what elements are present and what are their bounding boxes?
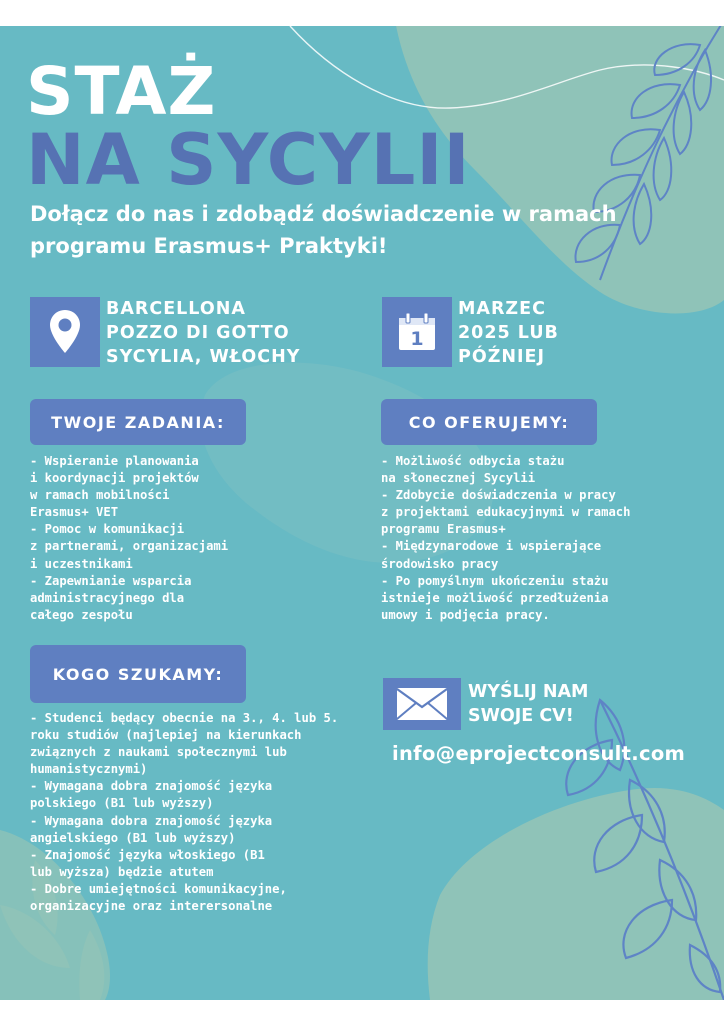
calendar-day: 1 — [410, 328, 424, 350]
list-item: - Wymagana dobra znajomość języka polskiego (B1 lub wyższy) — [30, 779, 273, 811]
list-item: - Zapewnianie wsparcia administracyjnego dla całego zespołu — [30, 573, 192, 622]
list-item: - Wspieranie planowania i koordynacji projektów w ramach mobilności Erasmus+ VET — [30, 454, 199, 520]
top-white-band — [0, 0, 724, 26]
envelope-icon-box — [383, 678, 461, 730]
send-cv-text: WYŚLIJ NAM SWOJE CV! — [468, 682, 589, 726]
list-item: - Zdobycie doświadczenia w pracy z projektami edukacyjnymi w ramach programu Erasmus+ — [381, 488, 631, 537]
envelope-icon — [396, 687, 448, 721]
seeking-heading: KOGO SZUKAMY: — [30, 645, 246, 703]
location-text: BARCELLONA POZZO DI GOTTO SYCYLIA, WŁOCHY — [106, 299, 301, 367]
title-line-2: NA SYCYLII — [26, 119, 471, 201]
list-item: - Po pomyślnym ukończeniu stażu istnieje możliwość przedłużenia umowy i podjęcia pracy. — [381, 573, 609, 622]
list-item: - Dobre umiejętności komunikacyjne, organizacyjne oraz interersonalne — [30, 881, 287, 914]
title-line-1: STAŻ — [26, 53, 217, 130]
list-item: - Możliwość odbycia stażu na słonecznej Sycylii — [381, 454, 565, 486]
offer-heading: CO OFERUJEMY: — [381, 399, 597, 445]
list-item: - Wymagana dobra znajomość języka angielskiego (B1 lub wyższy) — [30, 813, 273, 845]
seeking-list — [30, 710, 370, 915]
list-item: - Znajomość języka włoskiego (B1 lub wyższa) będzie atutem — [30, 847, 265, 879]
tasks-list — [30, 453, 360, 624]
calendar-icon — [395, 310, 439, 354]
tasks-heading: TWOJE ZADANIA: — [30, 399, 246, 445]
list-item: - Międzynarodowe i wspierające środowisko pracy — [381, 539, 602, 571]
date-text: MARZEC 2025 LUB PÓŹNIEJ — [458, 299, 559, 367]
contact-email[interactable]: info@eprojectconsult.com — [392, 742, 686, 765]
list-item: - Studenci będący obecnie na 3., 4. lub 5. roku studiów (najlepiej na kierunkach związnych z naukami społecznymi lub humanistycznymi) — [30, 711, 339, 777]
location-icon-box — [30, 297, 100, 367]
map-pin-icon — [48, 309, 82, 355]
offer-list — [381, 453, 711, 624]
list-item: - Pomoc w komunikacji z partnerami, organizacjami i uczestnikami — [30, 522, 229, 571]
date-icon-box — [382, 297, 452, 367]
bottom-white-band — [0, 1000, 724, 1024]
blob-bottom-right — [428, 788, 724, 1000]
subtitle: Dołącz do nas i zdobądź doświadczenie w ramach programu Erasmus+ Praktyki! — [30, 202, 617, 258]
